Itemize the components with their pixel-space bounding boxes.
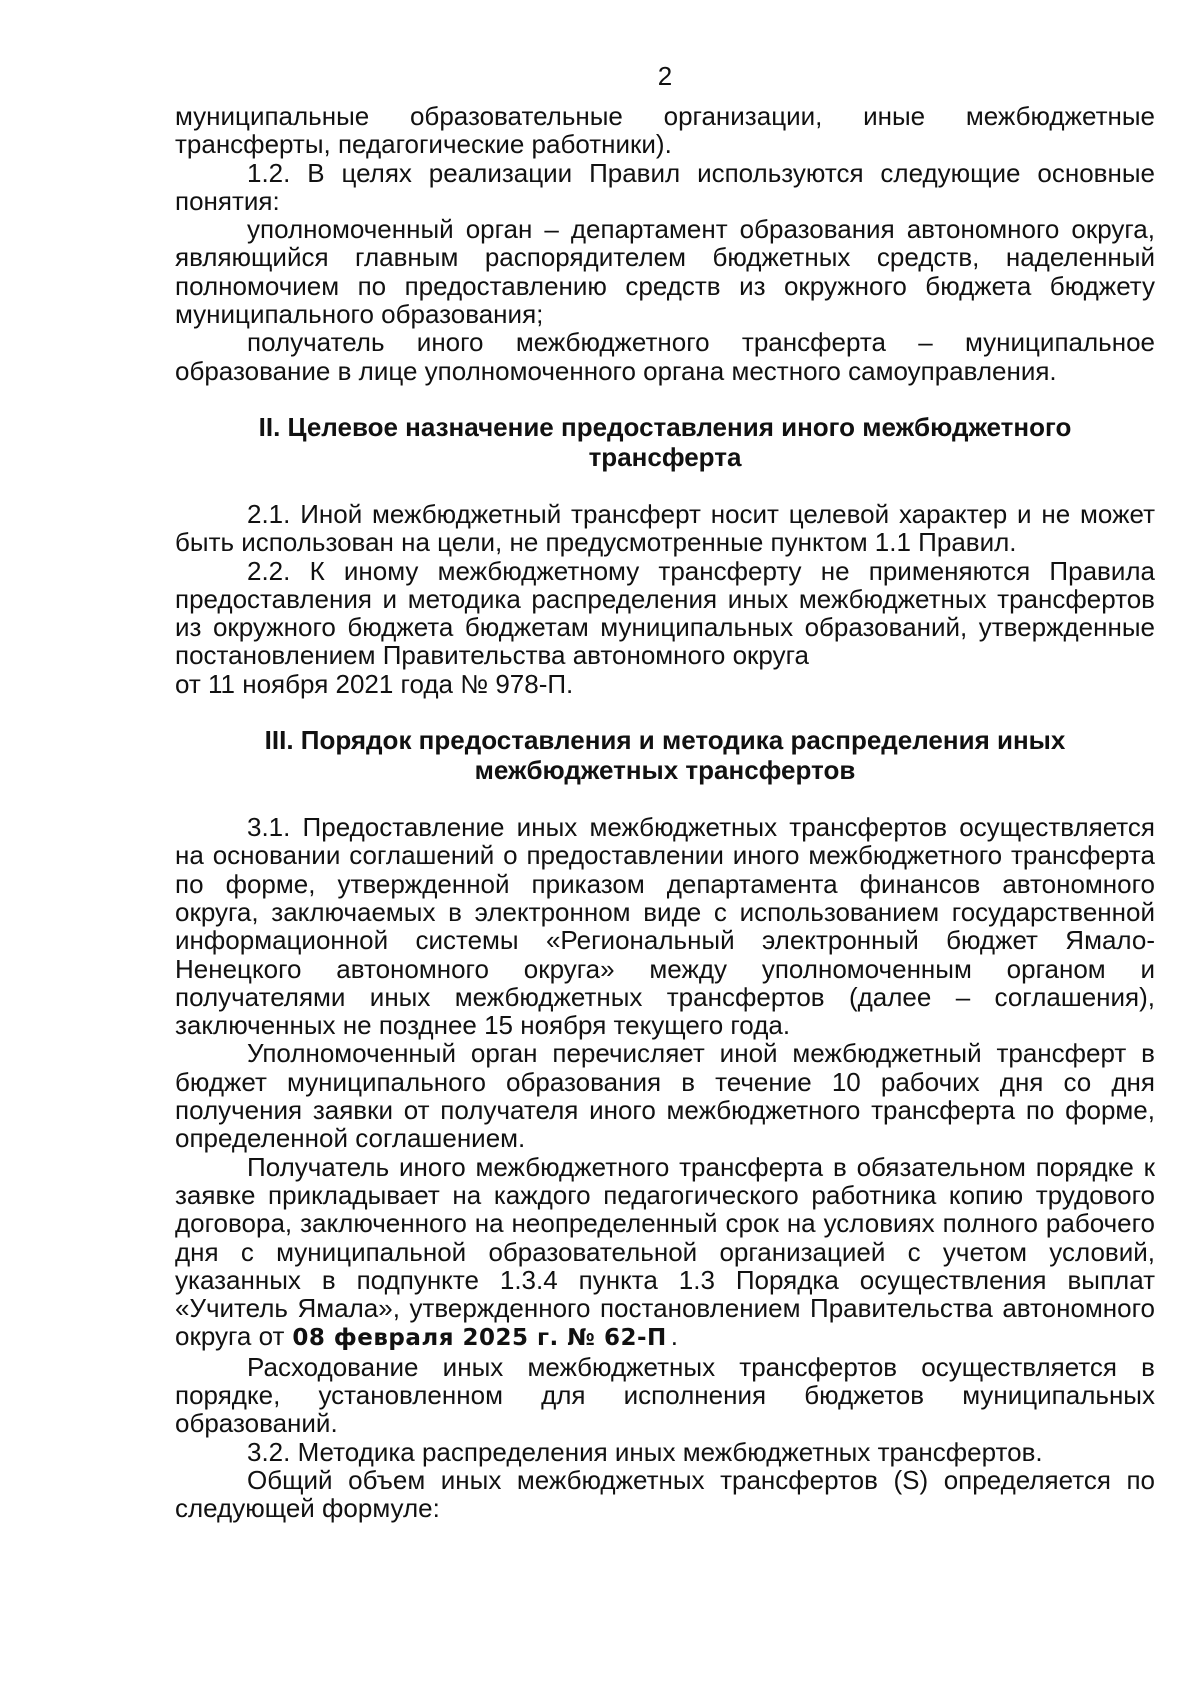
document-page [175,62,1155,1522]
paragraph-authorized-body-definition: уполномоченный орган – департамент образования автономного округа, являющийся главным распорядителем бюджетных средств, наделенный полномочием по предоставлению средств из окружного бюджета бюджету муниципального образования; [175,214,1155,330]
section-heading-2 [175,412,1155,472]
paragraph-recipient-definition: получатель иного межбюджетного трансферта – муниципальное образование в лице уполномоченного органа местного самоуправления. [175,327,1155,386]
section-heading-3-line2: межбюджетных трансфертов [474,755,856,786]
section-heading-2-line1: II. Целевое назначение предоставления иного межбюджетного [258,411,1072,442]
section-heading-3 [175,725,1155,785]
paragraph-2-1: 2.1. Иной межбюджетный трансферт носит целевой характер и не может быть использован на цели, не предусмотренные пунктом 1.1 Правил. [175,498,1155,558]
section-heading-2-line2: трансферта [588,441,742,472]
paragraph-end-period: . [670,1321,678,1352]
paragraph-3-2: 3.2. Методика распределения иных межбюджетных трансфертов. [247,1436,1043,1467]
decree-reference-stamp: 08 февраля 2025 г. № 62-П [292,1325,667,1352]
paragraph-spending: Расходование иных межбюджетных трансфертов осуществляется в порядке, установленном для исполнения бюджетов муниципальных образований. [175,1351,1155,1439]
paragraph-transfer-timing: Уполномоченный орган перечисляет иной межбюджетный трансферт в бюджет муниципального образования в течение 10 рабочих дня со дня получения заявки от получателя иного межбюджетного трансферта по форме, определенной соглашением. [175,1038,1155,1154]
paragraph-employment-contract [175,1153,1155,1353]
page-number: 2 [657,61,673,91]
paragraph-formula-intro: Общий объем иных межбюджетных трансфертов (S) определяется по следующей формуле: [175,1464,1155,1524]
paragraph-2-2-tail: от 11 ноября 2021 года № 978-П. [175,668,574,699]
paragraph-3-1: 3.1. Предоставление иных межбюджетных трансфертов осуществляется на основании соглашений о предоставлении иного межбюджетного трансферта по форме, утвержденной приказом департамента финансов автономного округа, заключаемых в электронном виде с использованием государственной информационной системы «Региональный электронный бюджет Ямало-Ненецкого автономного округа» между уполномоченным органом и получателями иных межбюджетных трансфертов (далее – соглашения), заключенных не позднее 15 ноября текущего года. [175,812,1155,1041]
paragraph-2-2: 2.2. К иному межбюджетному трансферту не применяются Правила предоставления и методика распределения иных межбюджетных трансфертов из окружного бюджета бюджетам муниципальных образований, утвержденные постановлением Правительства автономного округа [175,555,1155,671]
paragraph-1-2: 1.2. В целях реализации Правил используются следующие основные понятия: [175,157,1155,216]
paragraph-continuation: муниципальные образовательные организации, иные межбюджетные трансферты, педагогические работники). [175,101,1155,160]
section-heading-3-line1: III. Порядок предоставления и методика распределения иных [264,725,1066,756]
paragraph-employment-contract-text: Получатель иного межбюджетного трансферта в обязательном порядке к заявке прикладывает на каждого педагогического работника копию трудового договора, заключенного на неопределенный срок на условиях полного рабочего дня с муниципальной образовательной организацией с учетом условий, указанных в подпункте 1.3.4 пункта 1.3 Порядка осуществления выплат «Учитель Ямала», утвержденного постановлением Правительства автономного округа от [175,1151,1155,1352]
